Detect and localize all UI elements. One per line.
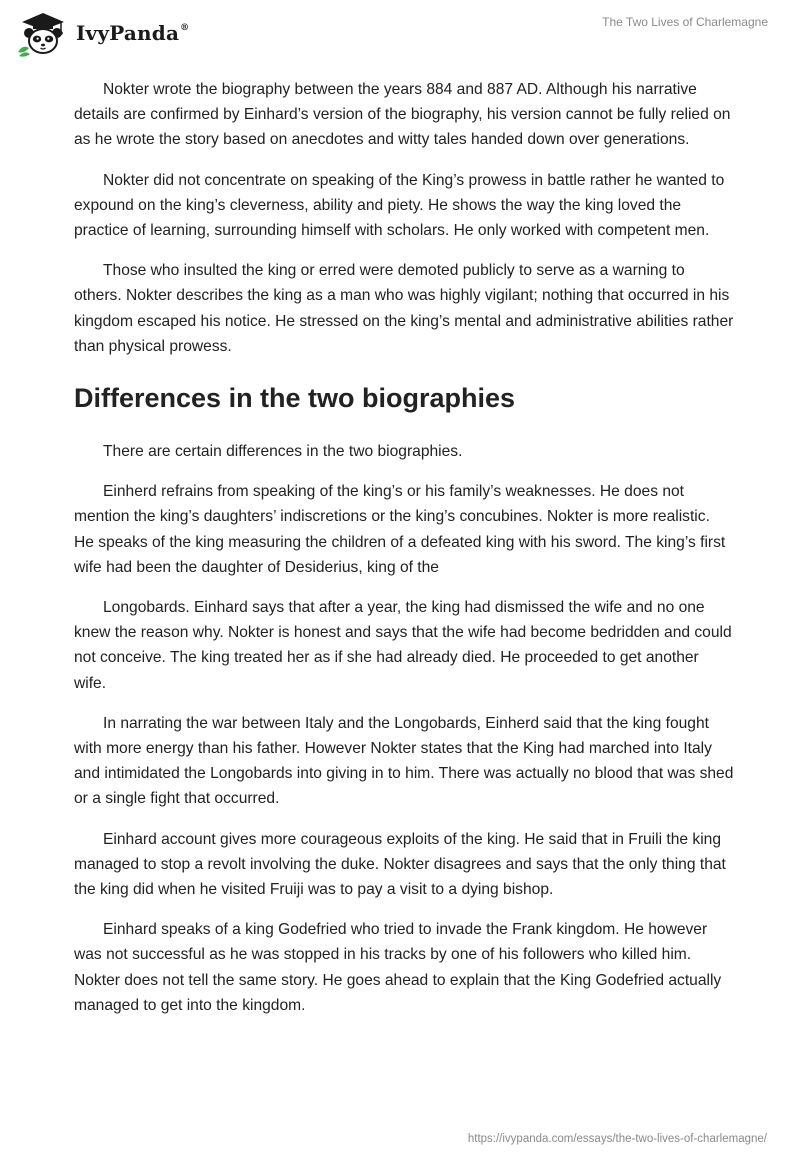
brand-logo[interactable]	[14, 8, 189, 58]
paragraph: Nokter wrote the biography between the years 884 and 887 AD. Although his narrative details are confirmed by Einhard’s version of the biography, his version cannot be fully relied on as he wrote the story based on anecdotes and witty tales handed down over generations.	[74, 81, 731, 149]
paragraph: Those who insulted the king or erred were demoted publicly to serve as a warning to others. Nokter describes the king as a man who was highly vigilant; nothing that occurred in his kingdom escaped his notice. He stressed on the king’s mental and administrative abilities rather than physical prowess.	[74, 262, 734, 355]
page-header	[0, 0, 800, 70]
section-heading: Differences in the two biographies	[74, 383, 516, 414]
paragraph: Einhard account gives more courageous exploits of the king. He said that in Fruili the king managed to stop a revolt involving the duke. Nokter disagrees and says that the only thing that the king did when he visited Fruiji was to pay a visit to a dying bishop.	[74, 830, 726, 899]
brand-name	[76, 21, 189, 45]
paragraph: Nokter did not concentrate on speaking of the King’s prowess in battle rather he wanted to expound on the king’s cleverness, ability and piety. He shows the way the king loved the practice of learning, surrounding himself with scholars. He only worked with competent men.	[74, 171, 725, 240]
paragraph: There are certain differences in the two biographies.	[103, 443, 463, 461]
document-title: The Two Lives of Charlemagne	[602, 15, 768, 29]
registered-mark: ®	[180, 23, 190, 34]
panda-graduation-cap-icon	[14, 8, 72, 58]
paragraph: Einhard speaks of a king Godefried who tried to invade the Frank kingdom. He however was not successful as he was stopped in his tracks by one of his followers who killed him. Nokter does not tell the same story. He goes ahead to explain that the King Godefried actually managed to get into the kingdom.	[74, 921, 722, 1014]
brand-name-text: IvyPanda	[76, 21, 180, 45]
source-url-link[interactable]: https://ivypanda.com/essays/the-two-lives-of-charlemagne/	[467, 1133, 767, 1145]
paragraph: In narrating the war between Italy and the Longobards, Einherd said that the king fought with more energy than his father. However Nokter states that the King had marched into Italy and intimidated the Longobards into giving in to him. There was actually no blood that was shed or a single fight that occurred.	[74, 714, 734, 808]
essay-content	[74, 77, 734, 1033]
paragraph: Longobards. Einhard says that after a year, the king had dismissed the wife and no one knew the reason why. Nokter is honest and says that the wife had become bedridden and could not conceive. The king treated her as if she had already died. He proceeded to get another wife.	[74, 599, 732, 692]
paragraph: Einherd refrains from speaking of the king’s or his family’s weaknesses. He does not mention the king’s daughters’ indiscretions or the king’s concubines. Nokter is more realistic. He speaks of the king measuring the children of a defeated king with his sword. The king’s first wife had been the daughter of Desiderius, king of the	[74, 483, 726, 576]
